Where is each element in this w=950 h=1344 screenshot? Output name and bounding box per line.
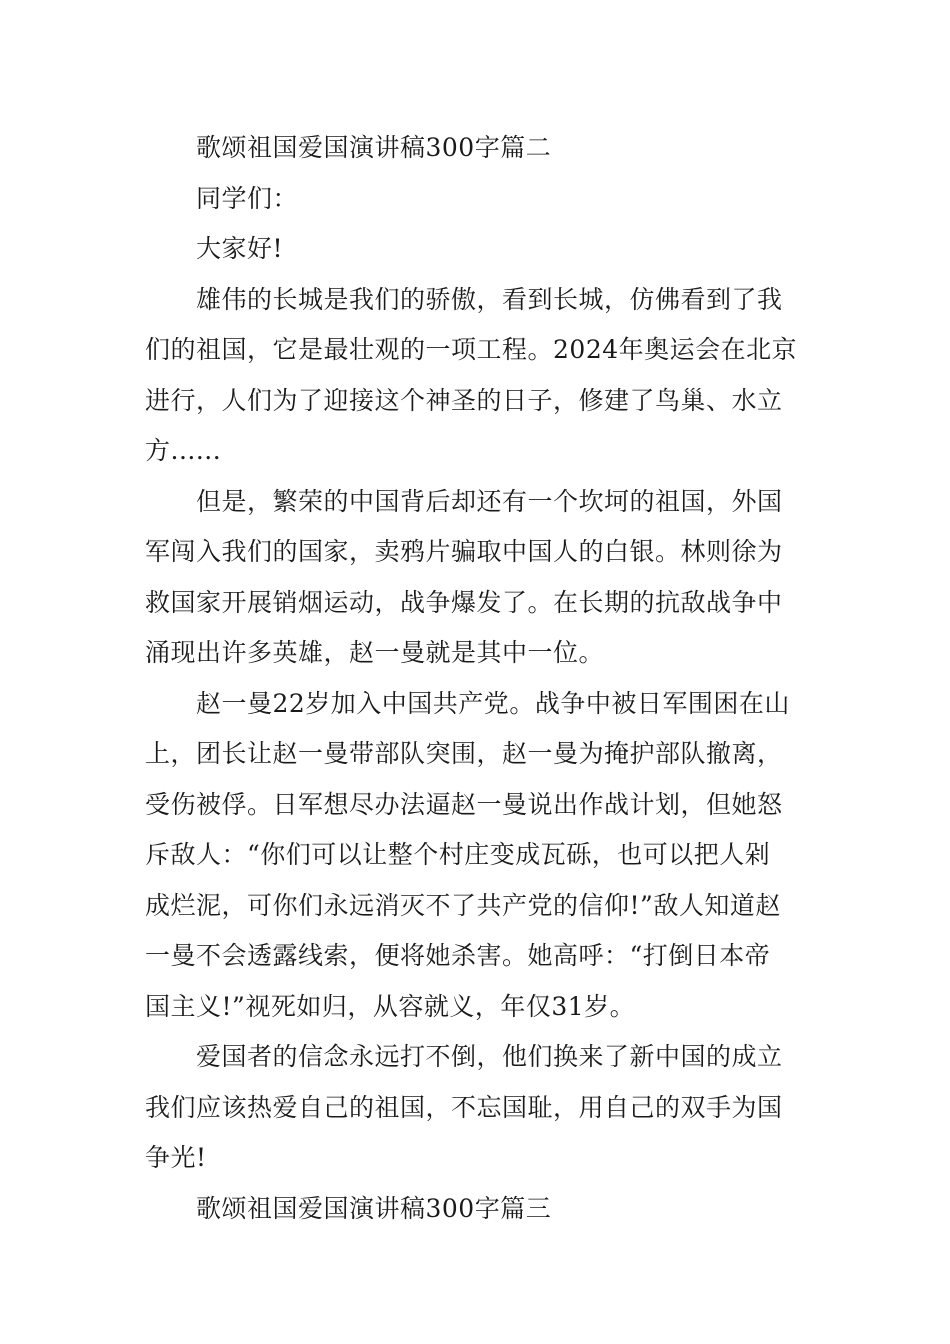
paragraph-line: 赵一曼22岁加入中国共产党。战争中被日军围困在山 <box>196 688 790 718</box>
paragraph-line: 争光! <box>145 1143 207 1172</box>
paragraph-great-wall <box>145 275 810 477</box>
paragraph-history <box>145 477 810 679</box>
hello-line: 大家好! <box>196 234 284 263</box>
paragraph-line: 成烂泥，可你们永远消灭不了共产党的信仰!”敌人知道赵 <box>145 890 781 920</box>
paragraph-line: 斥敌人：“你们可以让整个村庄变成瓦砾，也可以把人剁 <box>145 840 771 869</box>
greeting: 同学们： <box>196 183 299 213</box>
paragraph-line: 上，团长让赵一曼带部队突围，赵一曼为掩护部队撤离， <box>145 739 783 768</box>
section-heading-2: 歌颂祖国爱国演讲稿300字篇二 <box>196 133 552 162</box>
paragraph-line: 方...... <box>145 436 222 465</box>
paragraph-line: 进行，人们为了迎接这个神圣的日子，修建了鸟巢、水立 <box>145 385 783 415</box>
paragraph-line: 爱国者的信念永远打不倒，他们换来了新中国的成立 <box>196 1042 783 1071</box>
paragraph-line: 军闯入我们的国家，卖鸦片骗取中国人的白银。林则徐为 <box>145 537 783 566</box>
paragraph-line: 救国家开展销烟运动，战争爆发了。在长期的抗敌战争中 <box>145 587 783 617</box>
paragraph-line: 雄伟的长城是我们的骄傲，看到长城，仿佛看到了我 <box>196 284 783 314</box>
paragraph-line: 们的祖国，它是最壮观的一项工程。2024年奥运会在北京 <box>145 335 798 364</box>
paragraph-line: 一曼不会透露线索，便将她杀害。她高呼：“打倒日本帝 <box>145 941 771 970</box>
section-heading-3: 歌颂祖国爱国演讲稿300字篇三 <box>196 1193 552 1223</box>
paragraph-line: 受伤被俘。日军想尽办法逼赵一曼说出作战计划，但她怒 <box>145 789 783 819</box>
paragraph-line: 我们应该热爱自己的祖国，不忘国耻，用自己的双手为国 <box>145 1092 783 1122</box>
paragraph-line: 但是，繁荣的中国背后却还有一个坎坷的祖国，外国 <box>196 486 783 516</box>
document-body <box>145 123 810 1234</box>
paragraph-zhao-yiman <box>145 679 810 1033</box>
paragraph-line: 涌现出许多英雄，赵一曼就是其中一位。 <box>145 638 605 667</box>
paragraph-line: 国主义!”视死如归，从容就义，年仅31岁。 <box>145 991 636 1021</box>
paragraph-conclusion <box>145 1032 810 1184</box>
